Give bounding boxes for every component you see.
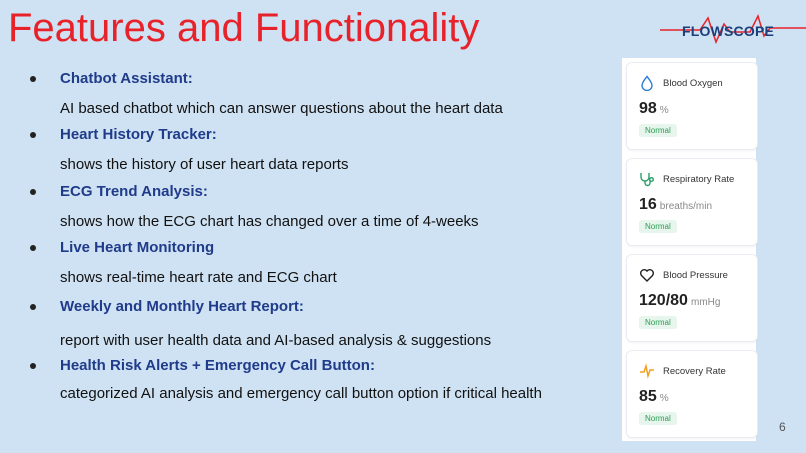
metrics-panel — [622, 58, 756, 441]
pulse-icon — [639, 363, 655, 379]
feature-title: ECG Trend Analysis: — [60, 183, 208, 200]
metric-label: Recovery Rate — [663, 366, 726, 377]
status-badge: Normal — [639, 316, 677, 329]
feature-description: shows how the ECG chart has changed over a time of 4-weeks — [60, 213, 479, 230]
metric-label: Respiratory Rate — [663, 174, 735, 185]
status-badge: Normal — [639, 220, 677, 233]
feature-title: Heart History Tracker: — [60, 126, 217, 143]
feature-title: Chatbot Assistant: — [60, 70, 193, 87]
metric-card-blood-oxygen — [626, 62, 758, 150]
bullet-icon — [30, 189, 36, 195]
stethoscope-icon — [639, 171, 655, 187]
feature-description: shows the history of user heart data reports — [60, 156, 349, 173]
metric-value-row — [639, 100, 669, 118]
status-badge: Normal — [639, 124, 677, 137]
metric-unit: % — [659, 393, 669, 404]
metric-value-row — [639, 292, 720, 310]
feature-title: Weekly and Monthly Heart Report: — [60, 298, 304, 315]
heart-icon — [639, 267, 655, 283]
metric-label: Blood Pressure — [663, 270, 728, 281]
page-number: 6 — [779, 420, 786, 434]
feature-title: Health Risk Alerts + Emergency Call Button: — [60, 357, 375, 374]
feature-description: report with user health data and AI-based analysis & suggestions — [60, 332, 492, 349]
feature-description: shows real-time heart rate and ECG chart — [60, 269, 337, 286]
metric-card-blood-pressure — [626, 254, 758, 342]
feature-description: categorized AI analysis and emergency call button option if critical health — [60, 385, 542, 402]
slide-title: Features and Functionality — [8, 6, 480, 50]
metric-value: 85 — [639, 388, 657, 405]
metric-value: 16 — [639, 196, 657, 213]
droplet-icon — [639, 75, 655, 91]
logo-text: FLOWSCOPE — [682, 23, 775, 39]
metric-label: Blood Oxygen — [663, 78, 723, 89]
bullet-icon — [30, 363, 36, 369]
metric-unit: breaths/min — [659, 201, 713, 212]
bullet-icon — [30, 76, 36, 82]
feature-description: AI based chatbot which can answer questions about the heart data — [60, 100, 503, 117]
bullet-icon — [30, 304, 36, 310]
status-badge: Normal — [639, 412, 677, 425]
feature-title: Live Heart Monitoring — [60, 239, 215, 256]
metric-unit: mmHg — [690, 297, 721, 308]
bullet-icon — [30, 132, 36, 138]
metric-value: 120/80 — [639, 292, 688, 309]
bullet-icon — [30, 245, 36, 251]
flowscope-logo — [660, 14, 806, 48]
metric-card-respiratory-rate — [626, 158, 758, 246]
metric-value-row — [639, 196, 712, 214]
metric-unit: % — [659, 105, 669, 116]
metric-value-row — [639, 388, 669, 406]
metric-card-recovery-rate — [626, 350, 758, 438]
metric-value: 98 — [639, 100, 657, 117]
